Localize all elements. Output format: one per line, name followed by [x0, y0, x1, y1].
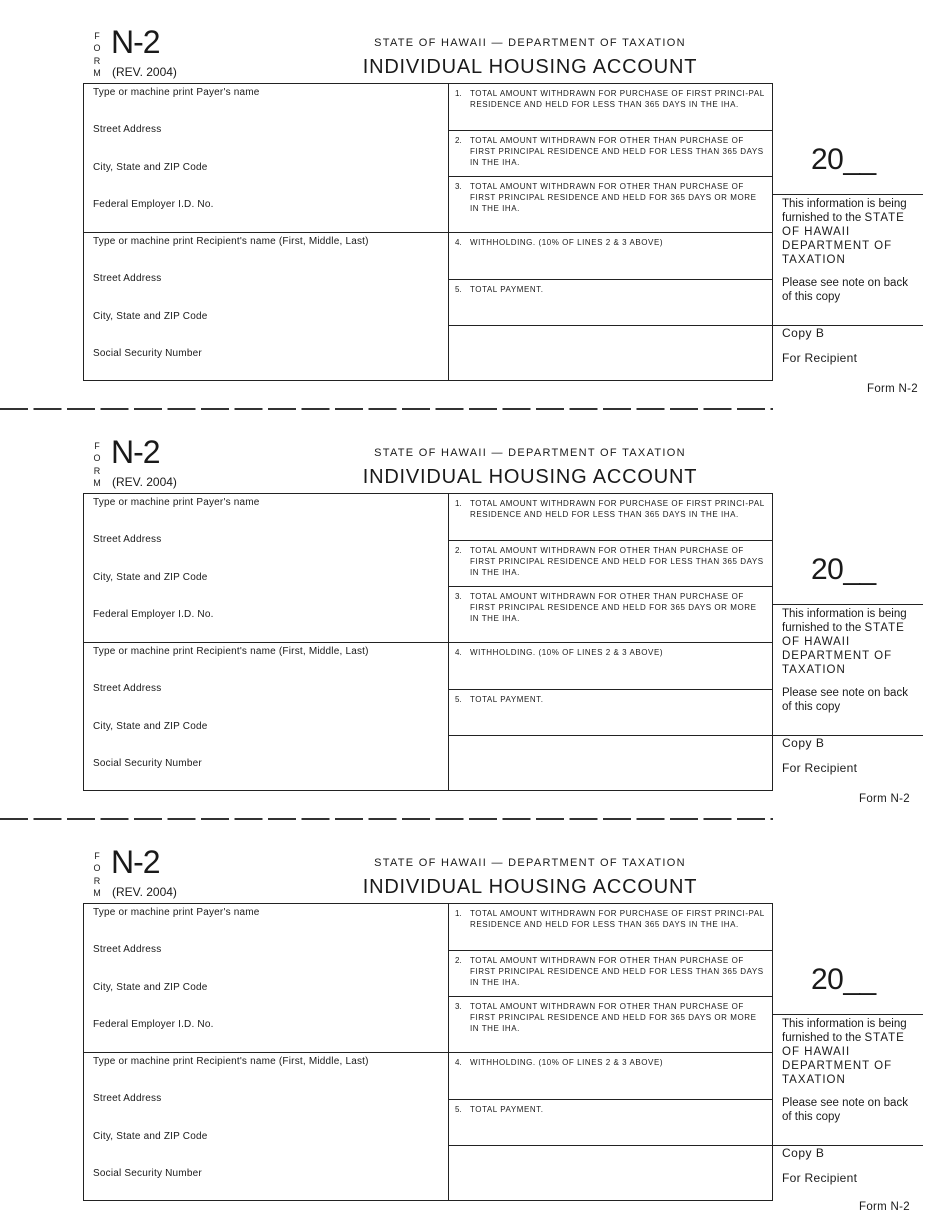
line-text: TOTAL AMOUNT WITHDRAWN FOR OTHER THAN PURCHASE OF FIRST PRINCIPAL RESIDENCE AND HELD FOR 365 DAYS OR MORE IN THE IHA.: [470, 1002, 757, 1033]
form-letter: O: [93, 863, 101, 874]
furnished-notice: [782, 197, 917, 267]
line-2-box[interactable]: [449, 541, 773, 587]
divider: [773, 194, 923, 195]
amount-lines: [449, 904, 774, 1201]
line-3-box[interactable]: [449, 997, 773, 1053]
for-recipient-label: For Recipient: [782, 761, 858, 775]
line-number: 5.: [455, 1105, 462, 1114]
form-copy-3: [0, 820, 950, 1230]
line-number: 3.: [455, 182, 462, 191]
blank-box: [449, 1146, 773, 1201]
furnished-text: This information is being furnished to the: [782, 1018, 907, 1044]
payer-fein-label: Federal Employer I.D. No.: [93, 1019, 214, 1030]
recipient-city-label: City, State and ZIP Code: [93, 721, 208, 732]
back-note: Please see note on back of this copy: [782, 687, 908, 713]
line-number: 4.: [455, 238, 462, 247]
line-text: TOTAL AMOUNT WITHDRAWN FOR OTHER THAN PURCHASE OF FIRST PRINCIPAL RESIDENCE AND HELD FOR LESS THAN 365 DAYS IN THE IHA.: [470, 136, 764, 167]
for-recipient-label: For Recipient: [782, 1171, 858, 1185]
line-number: 3.: [455, 592, 462, 601]
recipient-ssn-label: Social Security Number: [93, 348, 202, 359]
furnished-text: This information is being furnished to the: [782, 198, 907, 224]
line-1-box[interactable]: [449, 904, 773, 951]
line-2-box[interactable]: [449, 951, 773, 997]
furnished-agency: STATE OF HAWAII DEPARTMENT OF TAXATION: [782, 1032, 905, 1086]
recipient-ssn-label: Social Security Number: [93, 758, 202, 769]
line-5-box[interactable]: [449, 1100, 773, 1146]
line-number: 1.: [455, 499, 462, 508]
recipient-name-label: Type or machine print Recipient's name (First, Middle, Last): [93, 1056, 369, 1067]
line-text: TOTAL PAYMENT.: [470, 695, 544, 704]
form-copy-1: [0, 0, 950, 410]
furnished-text: This information is being furnished to the: [782, 608, 907, 634]
line-text: TOTAL AMOUNT WITHDRAWN FOR OTHER THAN PURCHASE OF FIRST PRINCIPAL RESIDENCE AND HELD FOR LESS THAN 365 DAYS IN THE IHA.: [470, 546, 764, 577]
form-number: N-2: [111, 24, 160, 60]
blank-box: [449, 736, 773, 791]
line-number: 2.: [455, 136, 462, 145]
line-number: 4.: [455, 648, 462, 657]
recipient-street-label: Street Address: [93, 1093, 162, 1104]
payer-street-label: Street Address: [93, 534, 162, 545]
line-number: 4.: [455, 1058, 462, 1067]
line-number: 2.: [455, 546, 462, 555]
recipient-section[interactable]: [84, 1053, 448, 1201]
recipient-section[interactable]: [84, 643, 448, 791]
recipient-name-label: Type or machine print Recipient's name (First, Middle, Last): [93, 236, 369, 247]
line-4-box[interactable]: [449, 1053, 773, 1100]
payer-street-label: Street Address: [93, 944, 162, 955]
form-label-vertical: [92, 850, 102, 900]
side-panel: [773, 83, 923, 381]
line-text: TOTAL AMOUNT WITHDRAWN FOR OTHER THAN PURCHASE OF FIRST PRINCIPAL RESIDENCE AND HELD FOR 365 DAYS OR MORE IN THE IHA.: [470, 592, 757, 623]
back-note: Please see note on back of this copy: [782, 277, 908, 303]
line-4-box[interactable]: [449, 233, 773, 280]
form-letter: M: [93, 478, 101, 489]
divider: [773, 1014, 923, 1015]
form-letter: M: [93, 68, 101, 79]
payer-city-label: City, State and ZIP Code: [93, 162, 208, 173]
line-3-box[interactable]: [449, 587, 773, 643]
line-text: WITHHOLDING. (10% OF LINES 2 & 3 ABOVE): [470, 1058, 664, 1067]
form-letter: O: [93, 453, 101, 464]
line-number: 1.: [455, 909, 462, 918]
payer-street-label: Street Address: [93, 124, 162, 135]
furnished-agency: STATE OF HAWAII DEPARTMENT OF TAXATION: [782, 622, 905, 676]
amount-lines: [449, 494, 774, 791]
form-letter: R: [93, 875, 101, 886]
recipient-street-label: Street Address: [93, 273, 162, 284]
line-1-box[interactable]: [449, 494, 773, 541]
line-number: 1.: [455, 89, 462, 98]
line-text: TOTAL PAYMENT.: [470, 1105, 544, 1114]
recipient-ssn-label: Social Security Number: [93, 1168, 202, 1179]
recipient-name-label: Type or machine print Recipient's name (First, Middle, Last): [93, 646, 369, 657]
form-number: N-2: [111, 844, 160, 880]
form-title: INDIVIDUAL HOUSING ACCOUNT: [362, 466, 698, 488]
form-footer: Form N-2: [859, 1201, 910, 1213]
tax-year[interactable]: 20__: [811, 553, 876, 586]
form-letter: R: [93, 55, 101, 66]
form-title: INDIVIDUAL HOUSING ACCOUNT: [362, 876, 698, 898]
line-text: WITHHOLDING. (10% OF LINES 2 & 3 ABOVE): [470, 648, 664, 657]
form-letter: R: [93, 465, 101, 476]
line-text: TOTAL AMOUNT WITHDRAWN FOR PURCHASE OF FIRST PRINCI-PAL RESIDENCE AND HELD FOR LESS THAN 365 DAYS IN THE IHA.: [470, 909, 765, 929]
form-letter: F: [94, 851, 100, 861]
form-grid: [83, 493, 773, 791]
line-4-box[interactable]: [449, 643, 773, 690]
form-revision: (REV. 2004): [112, 885, 177, 899]
form-letter: F: [94, 441, 100, 451]
line-text: WITHHOLDING. (10% OF LINES 2 & 3 ABOVE): [470, 238, 664, 247]
form-letter: F: [94, 31, 100, 41]
side-panel: [773, 903, 923, 1201]
form-title: INDIVIDUAL HOUSING ACCOUNT: [362, 56, 698, 78]
tax-year[interactable]: 20__: [811, 143, 876, 176]
form-letter: O: [93, 43, 101, 54]
payer-name-label: Type or machine print Payer's name: [93, 497, 260, 508]
line-3-box[interactable]: [449, 177, 773, 233]
line-number: 5.: [455, 285, 462, 294]
line-text: TOTAL AMOUNT WITHDRAWN FOR OTHER THAN PURCHASE OF FIRST PRINCIPAL RESIDENCE AND HELD FOR 365 DAYS OR MORE IN THE IHA.: [470, 182, 757, 213]
payer-section[interactable]: [84, 84, 448, 233]
line-5-box[interactable]: [449, 280, 773, 326]
line-text: TOTAL AMOUNT WITHDRAWN FOR PURCHASE OF FIRST PRINCI-PAL RESIDENCE AND HELD FOR LESS THAN 365 DAYS IN THE IHA.: [470, 499, 765, 519]
payer-section[interactable]: [84, 904, 448, 1053]
tax-year[interactable]: 20__: [811, 963, 876, 996]
line-number: 2.: [455, 956, 462, 965]
agency-name: STATE OF HAWAII — DEPARTMENT OF TAXATION: [374, 447, 686, 459]
line-2-box[interactable]: [449, 131, 773, 177]
party-info: [84, 494, 449, 791]
form-revision: (REV. 2004): [112, 475, 177, 489]
form-footer: Form N-2: [867, 383, 918, 395]
back-note: Please see note on back of this copy: [782, 1097, 908, 1123]
furnished-agency: STATE OF HAWAII DEPARTMENT OF TAXATION: [782, 212, 905, 266]
form-grid: [83, 83, 773, 381]
line-text: TOTAL AMOUNT WITHDRAWN FOR OTHER THAN PURCHASE OF FIRST PRINCIPAL RESIDENCE AND HELD FOR LESS THAN 365 DAYS IN THE IHA.: [470, 956, 764, 987]
recipient-city-label: City, State and ZIP Code: [93, 311, 208, 322]
payer-fein-label: Federal Employer I.D. No.: [93, 609, 214, 620]
form-number: N-2: [111, 434, 160, 470]
payer-city-label: City, State and ZIP Code: [93, 982, 208, 993]
line-number: 5.: [455, 695, 462, 704]
party-info: [84, 904, 449, 1201]
form-letter: M: [93, 888, 101, 899]
for-recipient-label: For Recipient: [782, 351, 858, 365]
recipient-city-label: City, State and ZIP Code: [93, 1131, 208, 1142]
copy-label: Copy B: [782, 736, 825, 750]
line-5-box[interactable]: [449, 690, 773, 736]
furnished-notice: [782, 607, 917, 677]
furnished-notice: [782, 1017, 917, 1087]
copy-label: Copy B: [782, 1146, 825, 1160]
recipient-street-label: Street Address: [93, 683, 162, 694]
line-number: 3.: [455, 1002, 462, 1011]
amount-lines: [449, 84, 774, 381]
agency-name: STATE OF HAWAII — DEPARTMENT OF TAXATION: [374, 857, 686, 869]
form-label-vertical: [92, 30, 102, 80]
form-label-vertical: [92, 440, 102, 490]
form-revision: (REV. 2004): [112, 65, 177, 79]
payer-city-label: City, State and ZIP Code: [93, 572, 208, 583]
side-panel: [773, 493, 923, 791]
line-1-box[interactable]: [449, 84, 773, 131]
form-footer: Form N-2: [859, 793, 910, 805]
divider: [773, 604, 923, 605]
line-text: TOTAL PAYMENT.: [470, 285, 544, 294]
recipient-section[interactable]: [84, 233, 448, 381]
party-info: [84, 84, 449, 381]
copy-label: Copy B: [782, 326, 825, 340]
form-copy-2: [0, 410, 950, 820]
payer-name-label: Type or machine print Payer's name: [93, 87, 260, 98]
payer-section[interactable]: [84, 494, 448, 643]
agency-name: STATE OF HAWAII — DEPARTMENT OF TAXATION: [374, 37, 686, 49]
line-text: TOTAL AMOUNT WITHDRAWN FOR PURCHASE OF FIRST PRINCI-PAL RESIDENCE AND HELD FOR LESS THAN 365 DAYS IN THE IHA.: [470, 89, 765, 109]
form-grid: [83, 903, 773, 1201]
payer-name-label: Type or machine print Payer's name: [93, 907, 260, 918]
payer-fein-label: Federal Employer I.D. No.: [93, 199, 214, 210]
blank-box: [449, 326, 773, 381]
